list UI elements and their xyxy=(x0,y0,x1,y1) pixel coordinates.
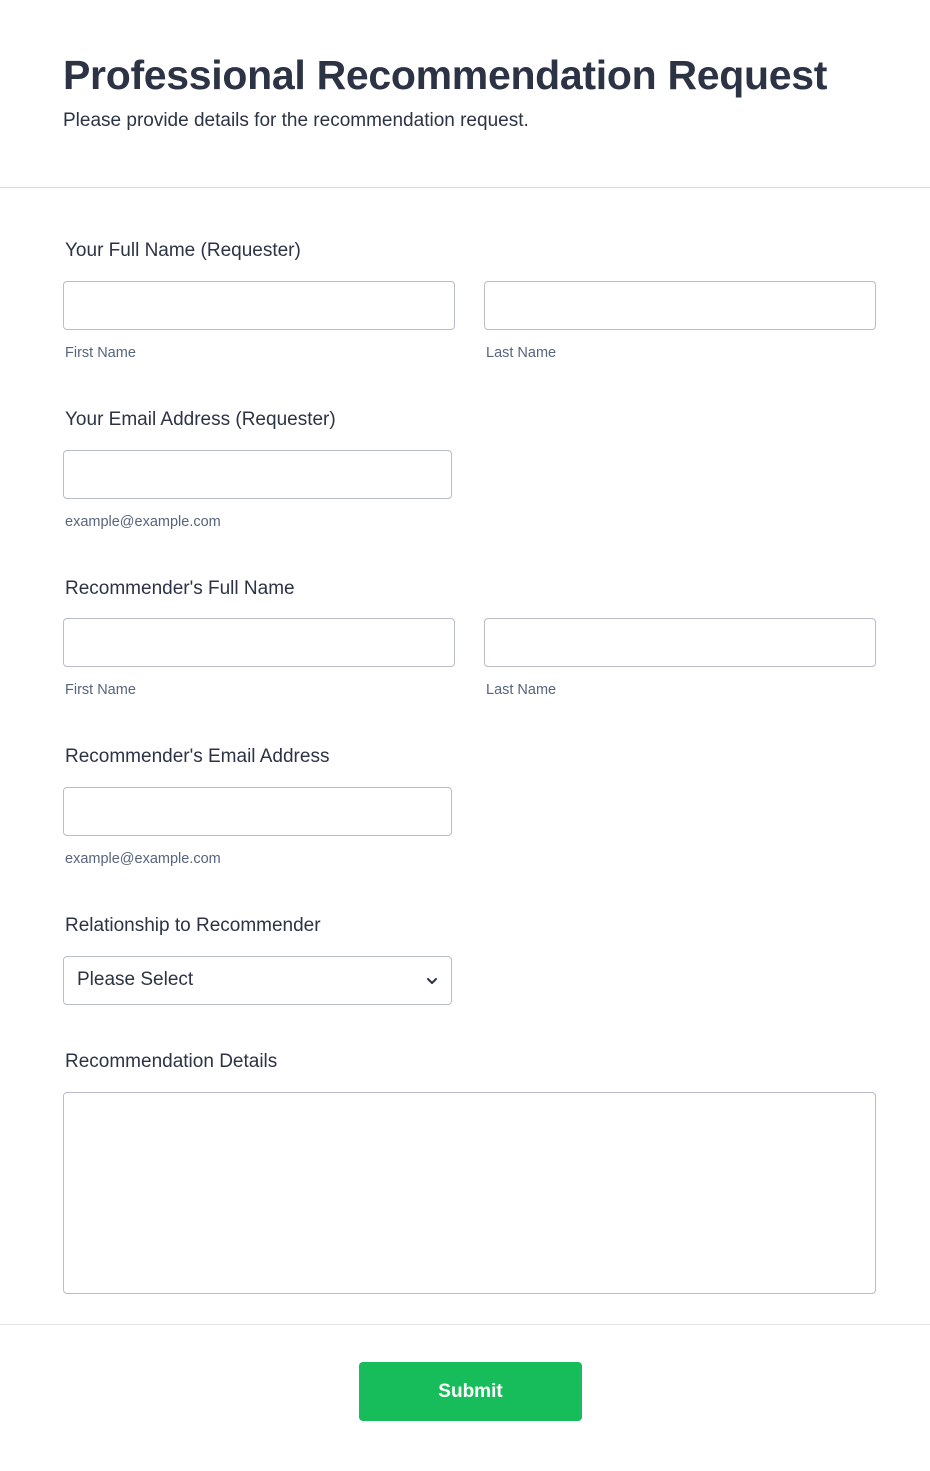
requester-last-name-input[interactable] xyxy=(484,281,876,330)
details-textarea[interactable] xyxy=(63,1092,876,1294)
recommender-last-name-input[interactable] xyxy=(484,618,876,667)
recommender-first-name-input[interactable] xyxy=(63,618,455,667)
details-label: Recommendation Details xyxy=(65,1051,278,1072)
relationship-select[interactable] xyxy=(63,956,452,1005)
recommender-email-label: Recommender's Email Address xyxy=(65,746,330,767)
recommender-name-label: Recommender's Full Name xyxy=(65,578,295,599)
recommender-email-input[interactable] xyxy=(63,787,452,836)
requester-first-name-sublabel: First Name xyxy=(65,345,136,361)
requester-email-input[interactable] xyxy=(63,450,452,499)
relationship-label: Relationship to Recommender xyxy=(65,915,321,936)
chevron-down-icon xyxy=(425,974,439,988)
requester-email-sublabel: example@example.com xyxy=(65,514,221,530)
footer-divider xyxy=(0,1324,930,1325)
requester-last-name-sublabel: Last Name xyxy=(486,345,557,361)
recommender-last-name-sublabel: Last Name xyxy=(486,682,557,698)
form-header xyxy=(0,0,930,188)
page-subtitle: Please provide details for the recommendation request. xyxy=(63,110,529,131)
requester-email-label: Your Email Address (Requester) xyxy=(65,409,336,430)
requester-first-name-input[interactable] xyxy=(63,281,455,330)
recommender-email-sublabel: example@example.com xyxy=(65,851,221,867)
submit-button[interactable]: Submit xyxy=(359,1362,582,1421)
requester-name-label: Your Full Name (Requester) xyxy=(65,240,301,261)
page-title: Professional Recommendation Request xyxy=(63,52,828,98)
relationship-selected-value: Please Select xyxy=(77,969,194,990)
recommender-first-name-sublabel: First Name xyxy=(65,682,136,698)
